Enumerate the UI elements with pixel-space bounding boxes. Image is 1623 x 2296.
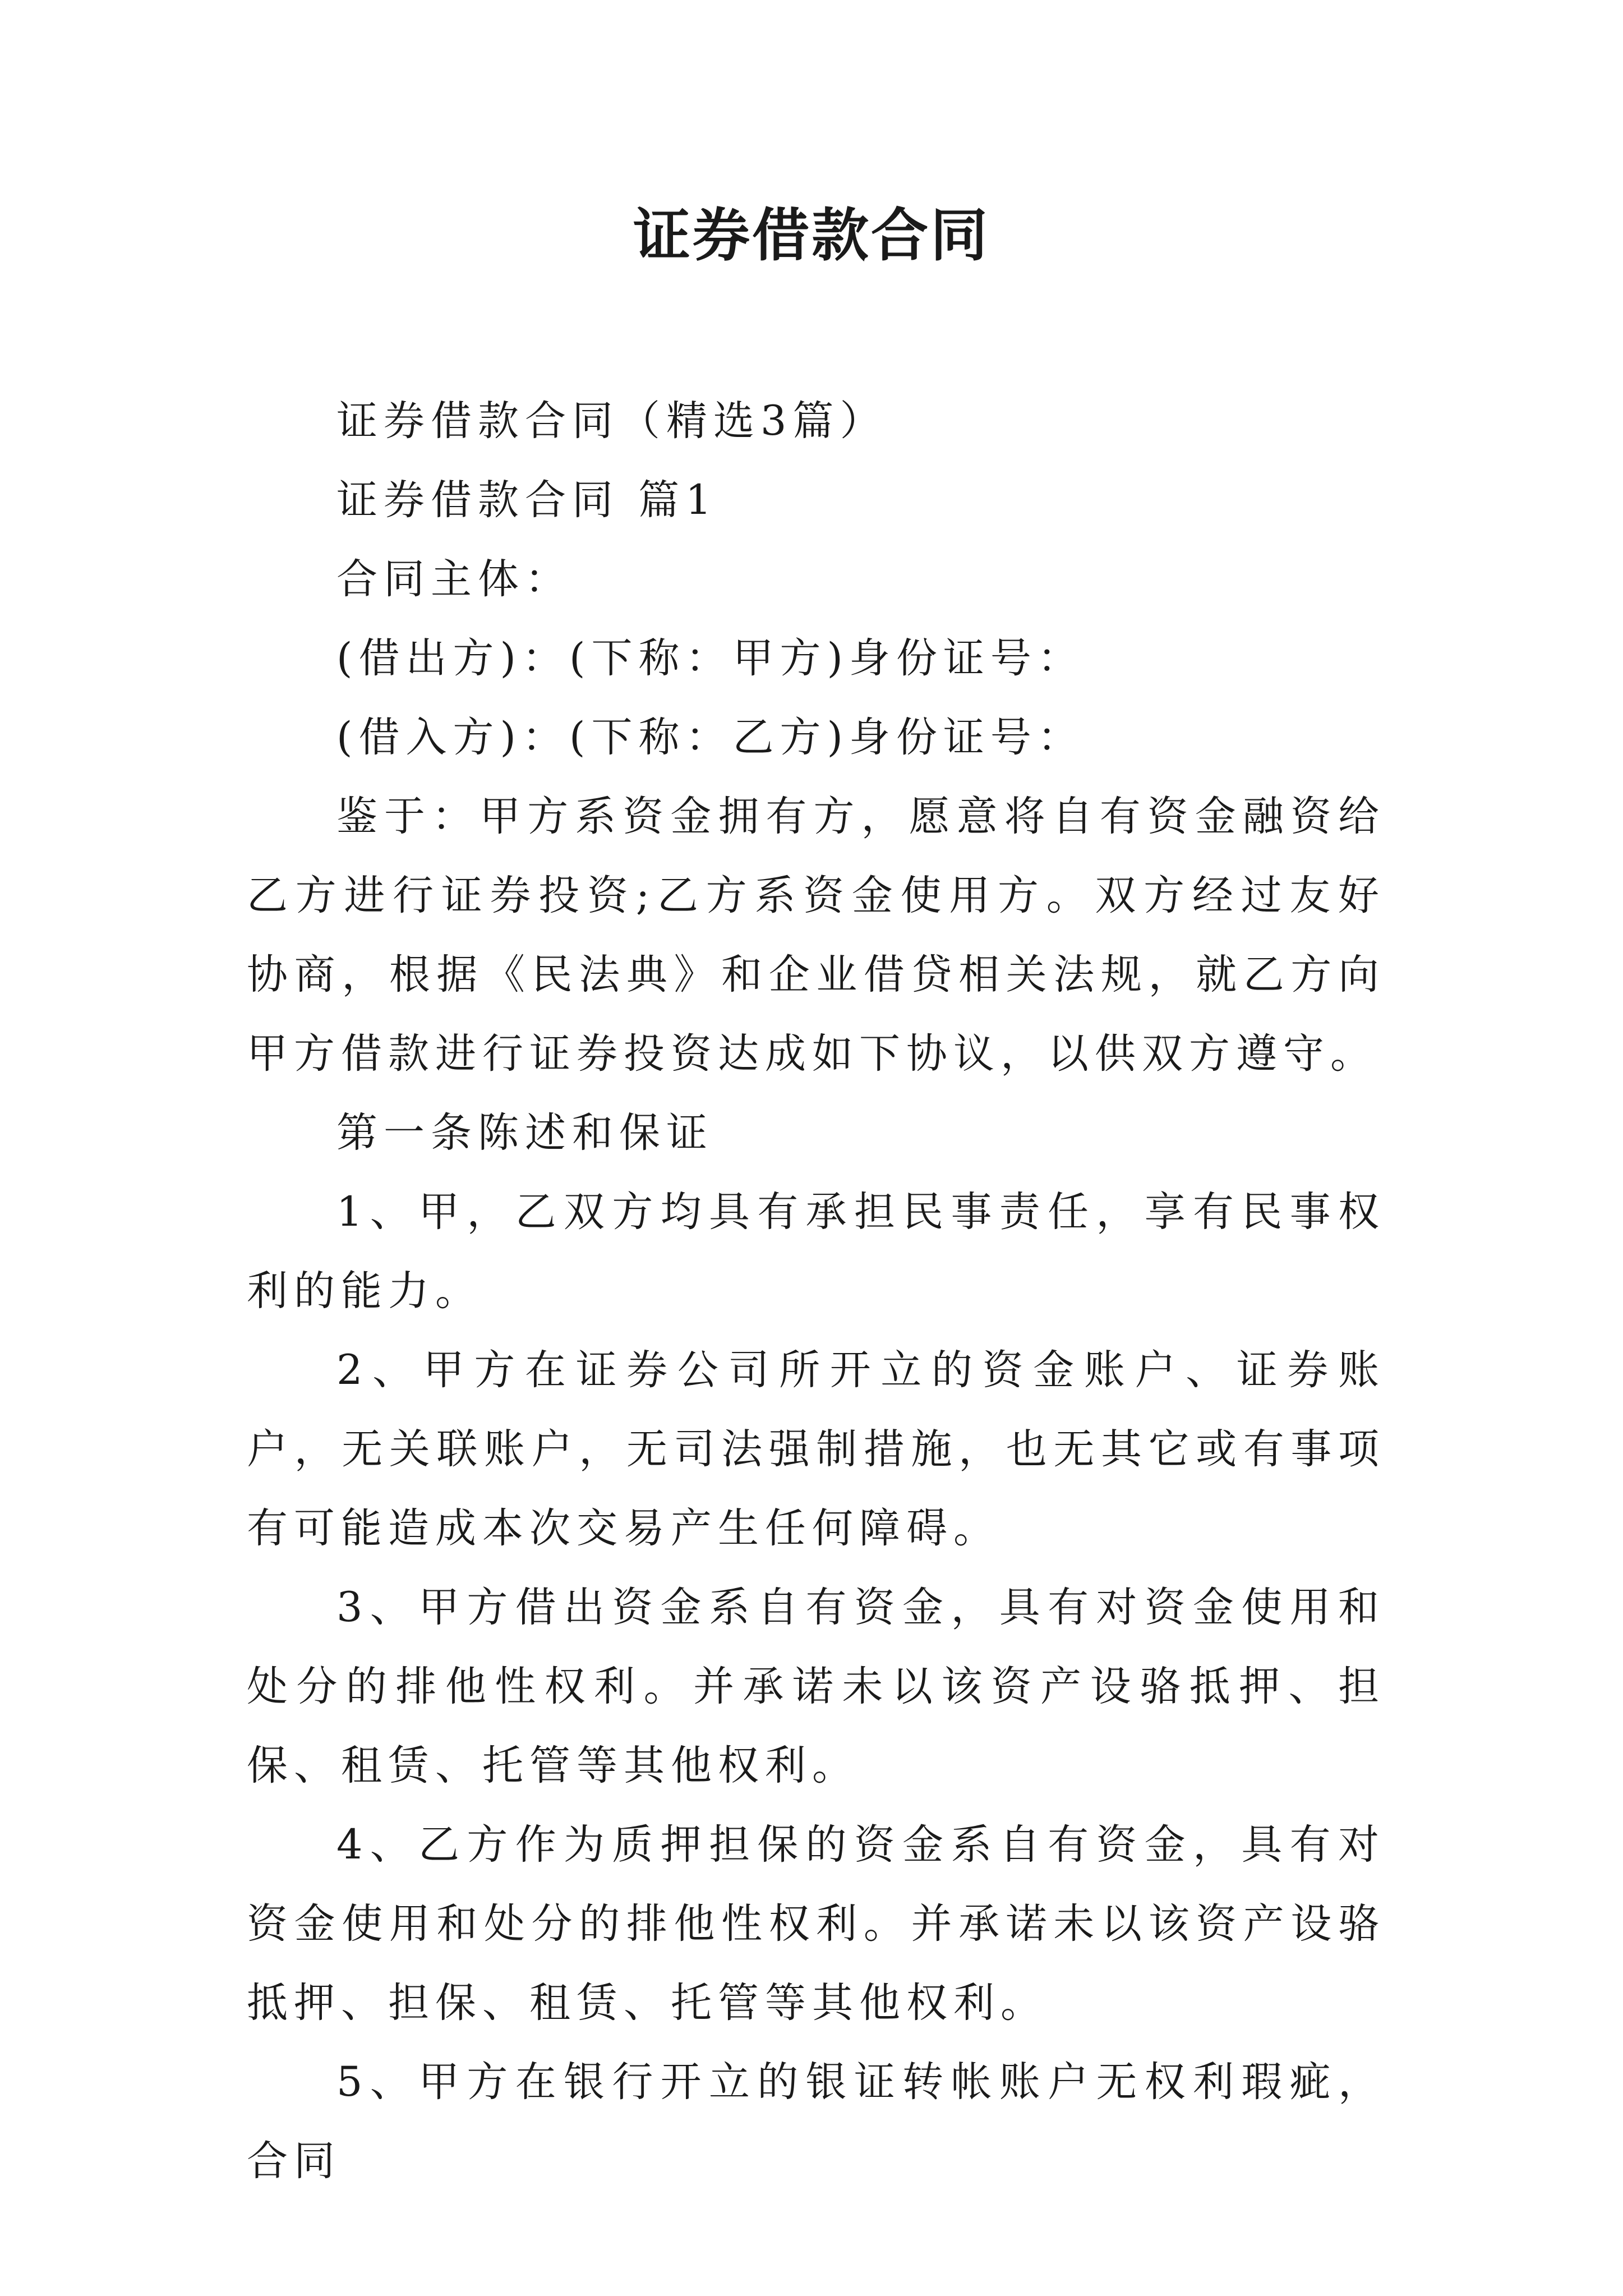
paragraph-article-1-heading: 第一条陈述和保证 bbox=[336, 1109, 713, 1157]
paragraph-clause-5: 5、甲方在银行开立的银证转帐账户无权利瑕疵，合同 bbox=[247, 2058, 1385, 2185]
paragraph-clause-1: 1、甲，乙双方均具有承担民事责任，享有民事权利的能力。 bbox=[247, 1188, 1385, 1315]
document-title: 证券借款合同 bbox=[633, 202, 990, 269]
paragraph-subtitle: 证券借款合同（精选3篇） bbox=[336, 397, 887, 445]
paragraph-lender: (借出方)：(下称：甲方)身份证号： bbox=[336, 634, 1085, 682]
document-body bbox=[247, 381, 1385, 2201]
paragraph-section-heading: 证券借款合同 篇1 bbox=[336, 476, 718, 524]
paragraph-clause-2: 2、甲方在证券公司所开立的资金账户、证券账户，无关联账户，无司法强制措施，也无其它或有事项有可能造成本次交易产生任何障碍。 bbox=[247, 1346, 1385, 1552]
paragraph-clause-4: 4、乙方作为质押担保的资金系自有资金，具有对资金使用和处分的排他性权利。并承诺未以该资产设骆抵押、担保、租赁、托管等其他权利。 bbox=[247, 1821, 1385, 2027]
paragraph-recital: 鉴于：甲方系资金拥有方，愿意将自有资金融资给乙方进行证券投资;乙方系资金使用方。双方经过友好协商，根据《民法典》和企业借贷相关法规，就乙方向甲方借款进行证券投资达成如下协议，以供双方遵守。 bbox=[247, 793, 1385, 1078]
paragraph-clause-3: 3、甲方借出资金系自有资金，具有对资金使用和处分的排他性权利。并承诺未以该资产设骆抵押、担保、租赁、托管等其他权利。 bbox=[247, 1584, 1385, 1789]
paragraph-borrower: (借入方)：(下称：乙方)身份证号： bbox=[336, 714, 1085, 761]
paragraph-parties-label: 合同主体： bbox=[336, 555, 572, 603]
